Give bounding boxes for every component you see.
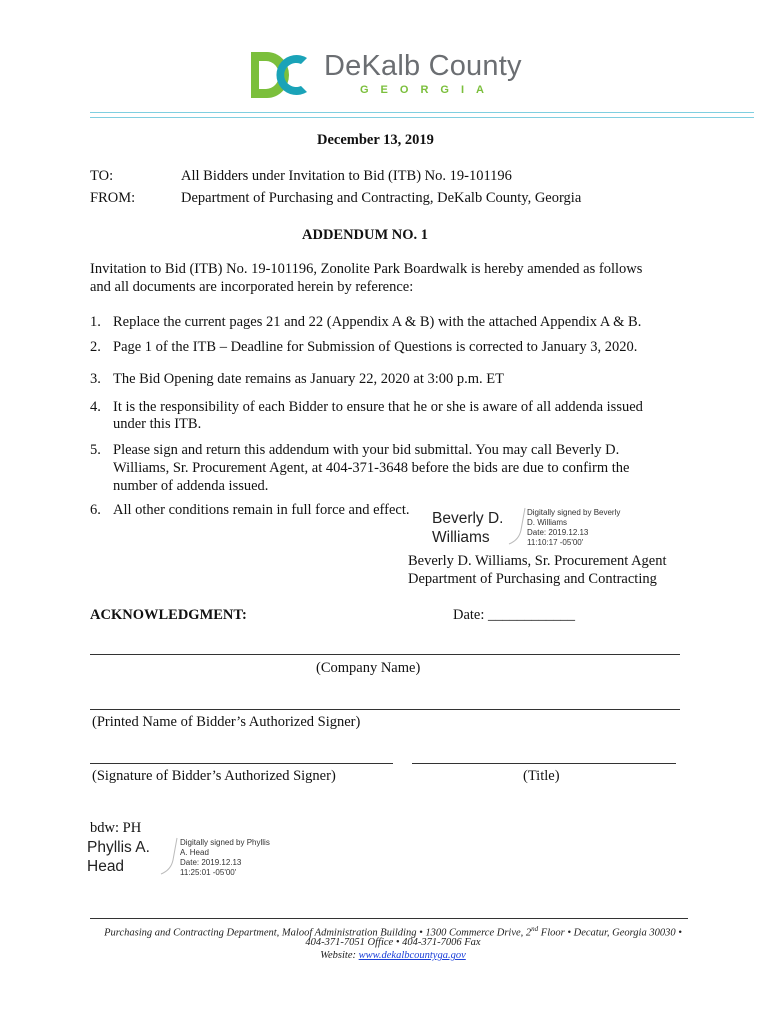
footer-address-part-1: Purchasing and Contracting Department, Maloof Administration Building • 1300 Commerce Drive, 2 (104, 927, 532, 939)
signature-2-stroke-icon (159, 836, 181, 876)
item-1-number: 1. (90, 314, 101, 330)
signature-1-stroke-icon (507, 506, 529, 546)
item-2-line-1: Page 1 of the ITB – Deadline for Submission of Questions is corrected to January 3, 2020. (113, 339, 638, 355)
to-label: TO: (90, 168, 114, 184)
signer-title-line-2: Department of Purchasing and Contracting (408, 571, 657, 587)
item-6-number: 6. (90, 502, 101, 518)
signature-2-digital-line-3: Date: 2019.12.13 (180, 858, 242, 867)
signature-2-digital-line-1: Digitally signed by Phyllis (180, 838, 270, 847)
signature-1-digital-line-4: 11:10:17 -05'00' (527, 538, 584, 547)
item-5-line-1: Please sign and return this addendum with your bid submittal. You may call Beverly D. (113, 442, 620, 458)
item-4-line-2: under this ITB. (113, 416, 202, 432)
footer-phone: 404-371-7051 Office • 404-371-7006 Fax (305, 937, 481, 948)
footer-website-link[interactable]: www.dekalbcountyga.gov (358, 950, 466, 961)
item-3-line-1: The Bid Opening date remains as January 22, 2020 at 3:00 p.m. ET (113, 371, 505, 387)
signature-1-name-line-1: Beverly D. (432, 510, 504, 527)
printed-name-line[interactable] (90, 709, 680, 710)
intro-line-2: and all documents are incorporated herein by reference: (90, 279, 414, 295)
acknowledgment-date-field[interactable]: Date: ____________ (453, 607, 576, 623)
intro-line-1: Invitation to Bid (ITB) No. 19-101196, Zonolite Park Boardwalk is hereby amended as follows (90, 261, 643, 277)
state-name: GEORGIA (360, 84, 496, 96)
item-5-line-3: number of addenda issued. (113, 478, 269, 494)
footer-rule (90, 918, 688, 919)
signature-1-digital-line-1: Digitally signed by Beverly (527, 508, 621, 517)
company-name-label: (Company Name) (316, 660, 421, 676)
signature-2-digital-line-2: A. Head (180, 848, 209, 857)
signature-2-name-line-1: Phyllis A. (87, 839, 150, 856)
from-label: FROM: (90, 190, 136, 206)
item-4-number: 4. (90, 399, 101, 415)
printed-name-label: (Printed Name of Bidder’s Authorized Signer) (92, 714, 361, 730)
item-6-line-1: All other conditions remain in full force and effect. (113, 502, 410, 518)
signature-label: (Signature of Bidder’s Authorized Signer) (92, 768, 336, 784)
item-5-line-2: Williams, Sr. Procurement Agent, at 404-371-3648 before the bids are due to confirm the (113, 460, 630, 476)
dekalb-logo-mark (249, 50, 311, 100)
signature-1-digital-line-2: D. Williams (527, 518, 567, 527)
memo-date: December 13, 2019 (317, 132, 434, 148)
to-value: All Bidders under Invitation to Bid (ITB) No. 19-101196 (181, 168, 512, 184)
title-line[interactable] (412, 763, 676, 764)
item-5-number: 5. (90, 442, 101, 458)
header-rule-bottom (90, 117, 754, 118)
signature-1-digital-line-3: Date: 2019.12.13 (527, 528, 589, 537)
signature-2-digital-line-4: 11:25:01 -05'00' (180, 868, 237, 877)
item-1-line-1: Replace the current pages 21 and 22 (Appendix A & B) with the attached Appendix A & B. (113, 314, 642, 330)
footer-address-superscript: nd (531, 925, 539, 933)
signature-1-name-line-2: Williams (432, 529, 490, 546)
from-value: Department of Purchasing and Contracting, DeKalb County, Georgia (181, 190, 582, 206)
item-3-number: 3. (90, 371, 101, 387)
footer-website (93, 949, 693, 962)
signature-2-name-line-2: Head (87, 858, 125, 875)
county-name: DeKalb County (324, 50, 522, 82)
title-label: (Title) (523, 768, 560, 784)
company-name-line[interactable] (90, 654, 680, 655)
item-4-line-1: It is the responsibility of each Bidder to ensure that he or she is aware of all addenda issued (113, 399, 643, 415)
footer-address-part-2: Floor • Decatur, Georgia 30030 • (538, 927, 682, 939)
footer-website-label: Website: (320, 950, 359, 961)
item-2-number: 2. (90, 339, 101, 355)
initials: bdw: PH (90, 820, 142, 836)
header-rule-top (90, 112, 754, 113)
acknowledgment-heading: ACKNOWLEDGMENT: (90, 607, 247, 623)
signature-line[interactable] (90, 763, 393, 764)
signer-title-line-1: Beverly D. Williams, Sr. Procurement Agent (408, 553, 667, 569)
addendum-title: ADDENDUM NO. 1 (302, 227, 429, 243)
